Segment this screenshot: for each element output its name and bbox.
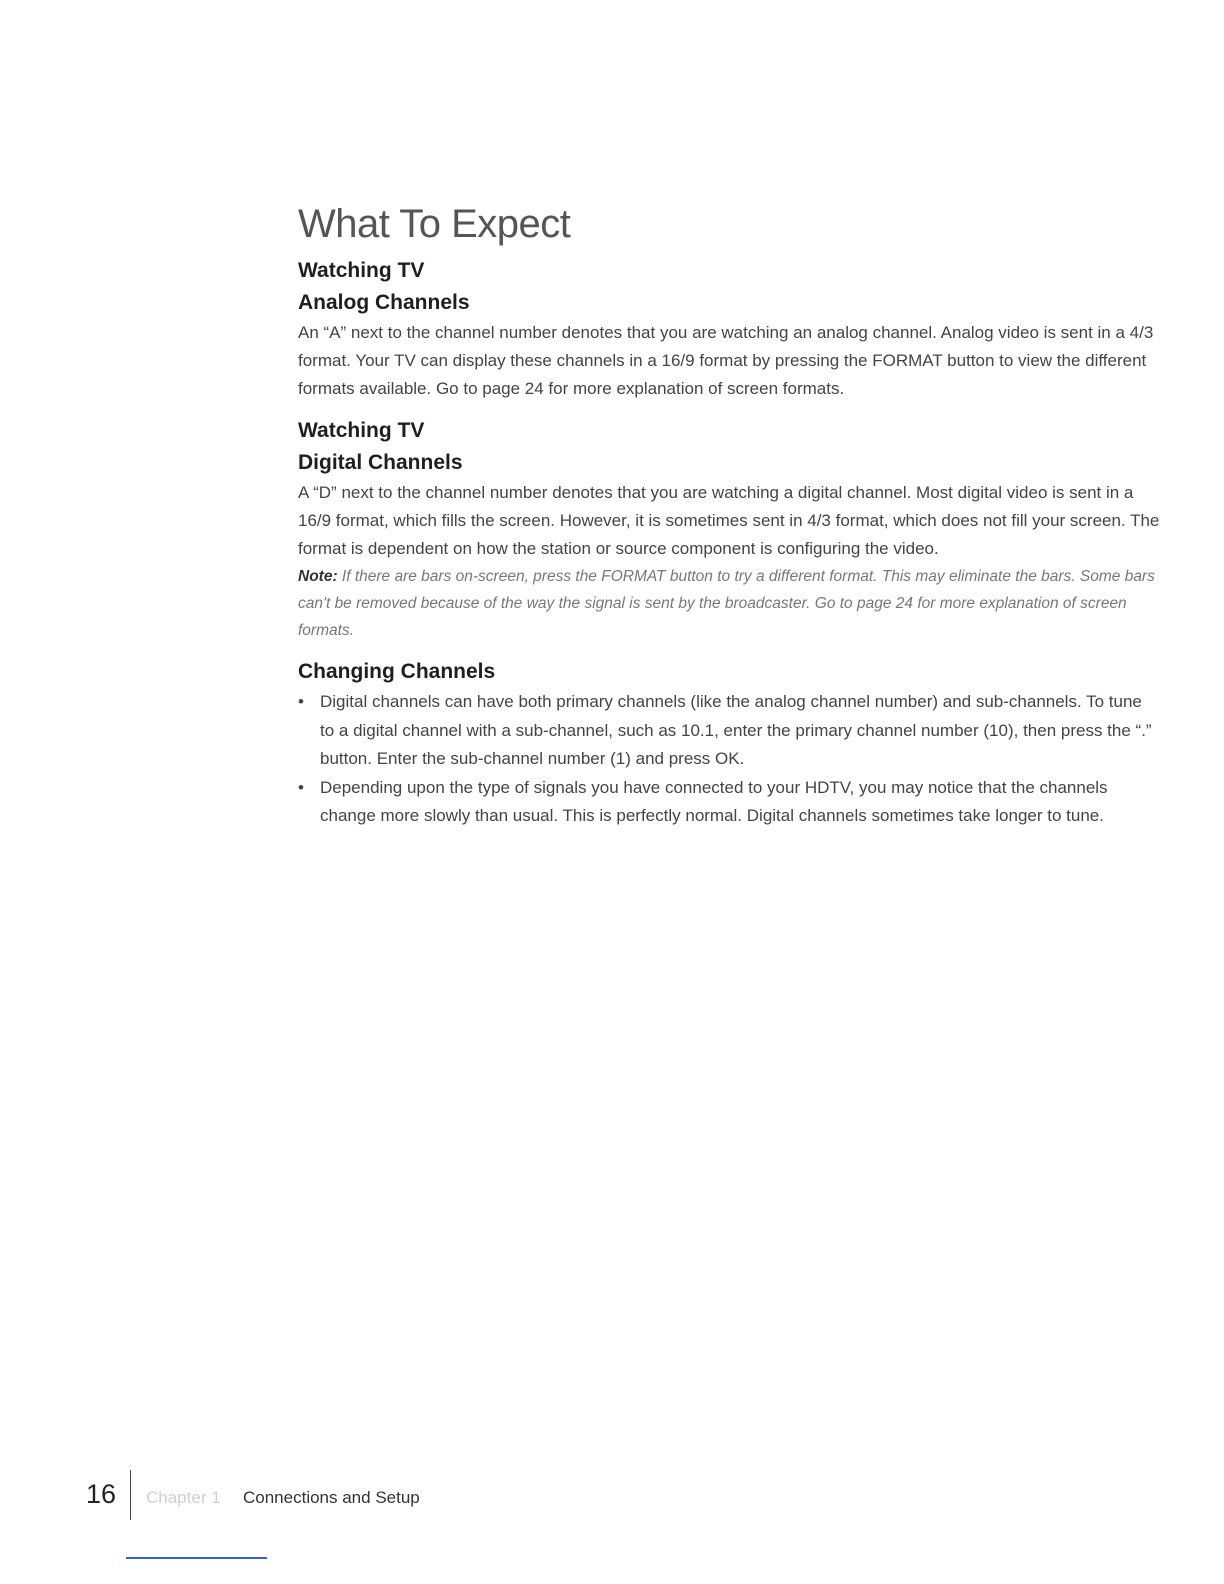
list-item-text: Digital channels can have both primary channels (like the analog channel number) and sub-channels. To tune to a digital channel with a sub-channel, such as 10.1, enter the primary channel number (10), then press the “.” button. Enter the sub-channel number (1) and press OK. — [320, 692, 1152, 768]
chapter-label: Chapter 1 — [146, 1488, 221, 1507]
analog-channels-body: An “A” next to the channel number denotes that you are watching an analog channel. Analog video is sent in a 4/3 format. Your TV can display these channels in a 16/9 format by pressing the FORMAT button to view the different formats available. Go to page 24 for more explanation of screen formats. — [298, 323, 1154, 398]
changing-channels-list — [298, 688, 1160, 831]
list-item — [298, 688, 1160, 774]
changing-channels-section — [298, 656, 1160, 831]
digital-channels-section — [298, 415, 1160, 644]
bullet-icon: • — [298, 692, 304, 711]
footer-divider — [130, 1470, 131, 1520]
format-note — [298, 563, 1160, 644]
note-label: Note: — [298, 568, 338, 585]
list-item-text: Depending upon the type of signals you have connected to your HDTV, you may notice that the channels change more slowly than usual. This is perfectly normal. Digital channels sometimes take longer to tune. — [320, 777, 1108, 825]
list-item — [298, 774, 1160, 831]
page-title: What To Expect — [298, 202, 571, 246]
watching-tv-heading: Watching TV — [298, 259, 425, 282]
page-number: 16 — [86, 1479, 117, 1509]
bottom-divider — [126, 1557, 267, 1559]
main-content — [298, 255, 1160, 831]
section-label: Connections and Setup — [243, 1488, 420, 1507]
digital-channels-body: A “D” next to the channel number denotes that you are watching a digital channel. Most digital video is sent in a 16/9 format, which fills the screen. However, it is sometimes sent in 4/3 format, which does not fill your screen. The format is dependent on how the station or source component is configuring the video. — [298, 483, 1160, 558]
analog-channels-heading: Analog Channels — [298, 291, 470, 314]
changing-channels-heading: Changing Channels — [298, 660, 496, 683]
note-text: If there are bars on-screen, press the FORMAT button to try a different format. This may eliminate the bars. Some bars can't be removed because of the way the signal is sent by the broadcaster. Go to page 24 for more explanation of screen formats. — [298, 568, 1155, 639]
watching-tv-heading: Watching TV — [298, 419, 425, 442]
bullet-icon: • — [298, 777, 304, 797]
digital-channels-heading: Digital Channels — [298, 451, 463, 474]
analog-channels-section — [298, 255, 1160, 403]
